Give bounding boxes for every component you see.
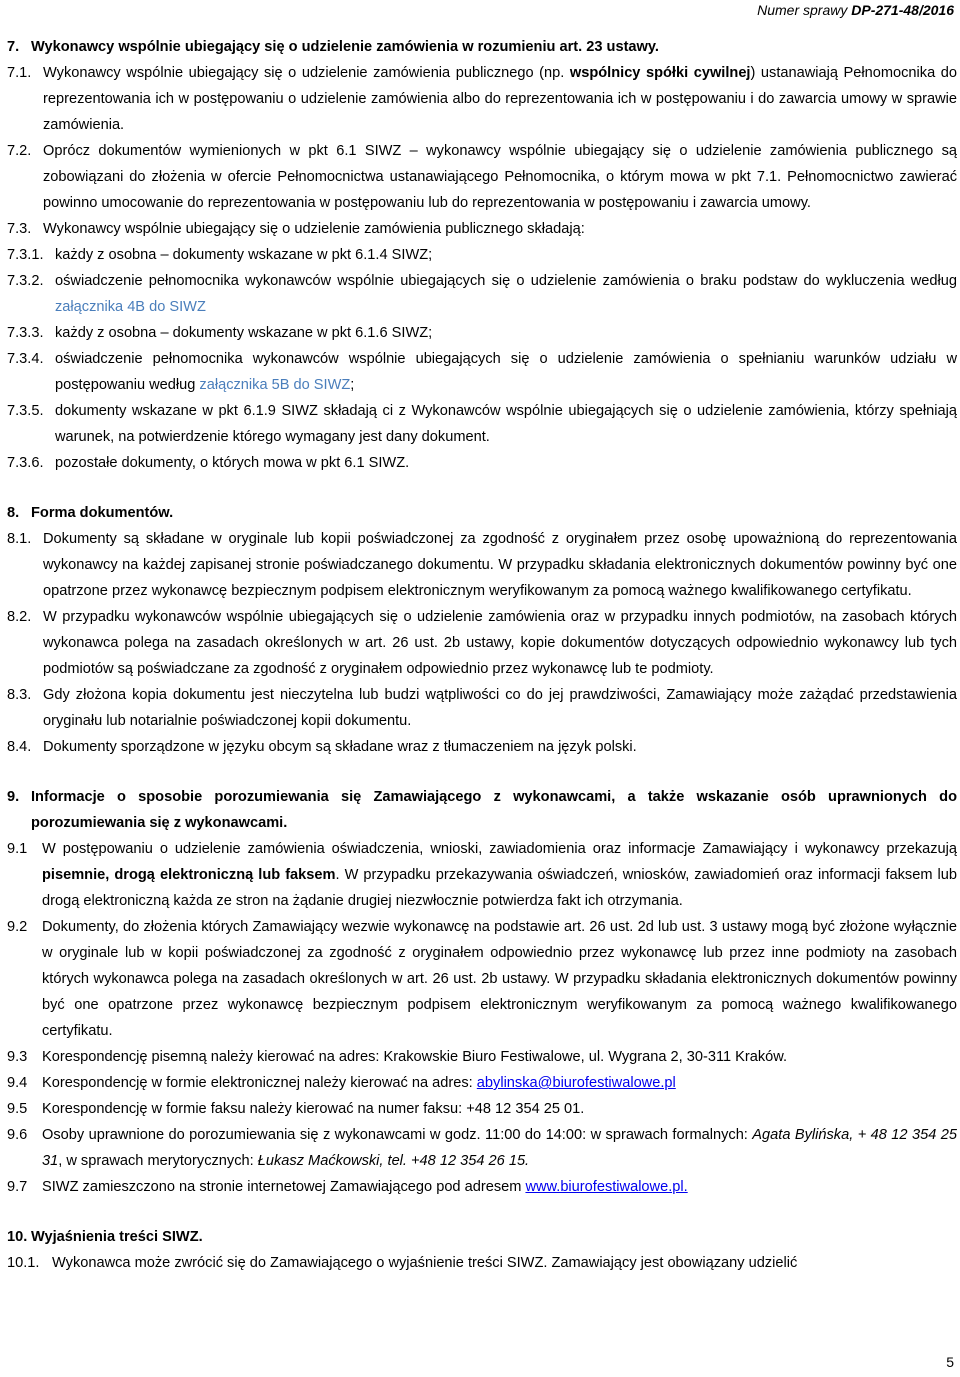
paragraph-text: każdy z osobna – dokumenty wskazane w pkt 6.1.6 SIWZ; (55, 325, 433, 341)
section-spacer (7, 476, 957, 500)
case-label: Numer sprawy (757, 2, 852, 18)
paragraph-text: dokumenty wskazane w pkt 6.1.9 SIWZ składają ci z Wykonawców wspólnie ubiegających się o udzielenie zamówienia, którzy spełniają warunek, na potwierdzenie którego wymagany jest dany dokument. (55, 403, 957, 445)
paragraph-7-3-3 (7, 320, 957, 346)
paragraph-number: 9.5 (7, 1101, 28, 1117)
paragraph-8-3 (7, 682, 957, 734)
paragraph-number: 7.3.3. (7, 325, 44, 341)
section-title: Informacje o sposobie porozumiewania się Zamawiającego z wykonawcami, a także wskazanie osób uprawnionych do porozumiewania się z wykonawcami. (31, 789, 957, 831)
paragraph-9-6 (7, 1122, 957, 1174)
paragraph-text: Wykonawcy wspólnie ubiegający się o udzielenie zamówienia publicznego (np. (43, 65, 570, 81)
paragraph-text: Dokumenty są składane w oryginale lub kopii poświadczonej za zgodność z oryginałem przez osobę upoważnioną do reprezentowania wykonawcy na każdej zapisanej stronie poświadczanego dokumentu. W przypadku składania elektronicznych dokumentów powinny być one opatrzone przez wykonawcę bezpiecznym podpisem elektronicznym weryfikowanym za pomocą ważnego kwalifikowanego certyfikatu. (43, 531, 957, 599)
paragraph-8-1 (7, 526, 957, 604)
document-body (7, 34, 957, 1276)
paragraph-number: 7.3.5. (7, 403, 44, 419)
paragraph-7-3-6 (7, 450, 957, 476)
paragraph-text: Dokumenty sporządzone w języku obcym są składane wraz z tłumaczeniem na język polski. (43, 739, 637, 755)
case-number-header (757, 0, 954, 20)
paragraph-number: 7.3. (7, 221, 32, 237)
paragraph-8-4 (7, 734, 957, 760)
paragraph-text: ) ustanawiają Pełnomocnika do reprezentowania ich w postępowaniu o udzielenie zamówienia albo do reprezentowania ich w postępowaniu i do zawarcia umowy w sprawie zamówienia. (43, 65, 957, 133)
paragraph-text: oświadczenie pełnomocnika wykonawców wspólnie ubiegających się o udzielenie zamówienia o spełnianiu warunków udziału w postępowaniu według (55, 351, 957, 393)
section-10-heading (7, 1224, 957, 1250)
paragraph-text: Dokumenty, do złożenia których Zamawiający wezwie wykonawcę na podstawie art. 26 ust. 2d lub ust. 3 ustawy mogą być złożone wyłącznie w oryginale lub w kopii poświadczonej za zgodność z oryginałem odpowiednio przez wykonawcę lub przez inne podmioty na zasobach których wykonawca polega na zasadach określonych w art. 26 ust. 2b ustawy. W przypadku składania elektronicznych dokumentów powinny być one opatrzone przez wykonawcę bezpiecznym podpisem elektronicznym weryfikowanym za pomocą ważnego kwalifikowanego certyfikatu. (42, 919, 957, 1039)
section-8-heading (7, 500, 957, 526)
paragraph-text: oświadczenie pełnomocnika wykonawców wspólnie ubiegających się o udzielenie zamówienia o braku podstaw do wykluczenia według (55, 273, 957, 289)
paragraph-number: 9.1 (7, 841, 28, 857)
paragraph-text: pozostałe dokumenty, o których mowa w pkt 6.1 SIWZ. (55, 455, 410, 471)
contact-substantive: Łukasz Maćkowski, tel. +48 12 354 26 15. (257, 1153, 530, 1169)
section-title: Forma dokumentów. (31, 505, 174, 521)
paragraph-number: 8.2. (7, 609, 32, 625)
paragraph-text: SIWZ zamieszczono na stronie internetowej Zamawiającego pod adresem (42, 1179, 526, 1195)
paragraph-9-7 (7, 1174, 957, 1200)
paragraph-9-1 (7, 836, 957, 914)
paragraph-number: 7.3.1. (7, 247, 44, 263)
paragraph-7-3-2 (7, 268, 957, 320)
paragraph-10-1 (7, 1250, 957, 1276)
bold-text: wspólnicy spółki cywilnej (569, 65, 751, 81)
paragraph-text: Korespondencję w formie elektronicznej należy kierować na adres: (42, 1075, 477, 1091)
paragraph-text: Osoby uprawnione do porozumiewania się z wykonawcami w godz. 11:00 do 14:00: w sprawach formalnych: (42, 1127, 753, 1143)
paragraph-text: . W przypadku przekazywania oświadczeń, wniosków, zawiadomień oraz informacji faksem lub drogą elektroniczną każda ze stron na żądanie drugiej niezwłocznie potwierdza fakt ich otrzymania. (42, 867, 957, 909)
section-number: 10. (7, 1229, 28, 1245)
attachment-reference-link[interactable]: załącznika 4B do SIWZ (55, 299, 206, 315)
paragraph-7-1 (7, 60, 957, 138)
paragraph-number: 7.3.6. (7, 455, 44, 471)
paragraph-text: Wykonawca może zwrócić się do Zamawiającego o wyjaśnienie treści SIWZ. Zamawiający jest obowiązany udzielić (52, 1255, 798, 1271)
bold-text: pisemnie, drogą elektroniczną lub faksem (42, 867, 336, 883)
contact-formal: Agata Bylińska, + 48 12 354 25 31 (42, 1127, 957, 1169)
paragraph-text: Gdy złożona kopia dokumentu jest nieczytelna lub budzi wątpliwości co do jej prawdziwości, Zamawiający może zażądać przedstawienia oryginału lub notarialnie poświadczonej kopii dokumentu. (43, 687, 957, 729)
page-number: 5 (946, 1354, 954, 1370)
section-number: 9. (7, 789, 20, 805)
paragraph-text: , w sprawach merytorycznych: (58, 1153, 258, 1169)
paragraph-number: 9.4 (7, 1075, 28, 1091)
section-title: Wykonawcy wspólnie ubiegający się o udzielenie zamówienia w rozumieniu art. 23 ustawy. (31, 39, 659, 55)
paragraph-7-3-4 (7, 346, 957, 398)
paragraph-text: Korespondencję w formie faksu należy kierować na numer faksu: +48 12 354 25 01. (42, 1101, 585, 1117)
paragraph-text: Wykonawcy wspólnie ubiegający się o udzielenie zamówienia publicznego składają: (43, 221, 585, 237)
section-9-heading (7, 784, 957, 836)
website-link[interactable]: www.biurofestiwalowe.pl. (525, 1179, 688, 1195)
section-title: Wyjaśnienia treści SIWZ. (31, 1229, 203, 1245)
section-number: 7. (7, 39, 20, 55)
paragraph-number: 8.1. (7, 531, 32, 547)
paragraph-7-3 (7, 216, 957, 242)
paragraph-number: 9.6 (7, 1127, 28, 1143)
paragraph-9-2 (7, 914, 957, 1044)
paragraph-number: 7.1. (7, 65, 32, 81)
paragraph-number: 10.1. (7, 1255, 40, 1271)
paragraph-text: W postępowaniu o udzielenie zamówienia oświadczenia, wnioski, zawiadomienia oraz informacje Zamawiający i wykonawcy przekazują (42, 841, 957, 857)
paragraph-number: 7.3.2. (7, 273, 44, 289)
paragraph-number: 8.3. (7, 687, 32, 703)
paragraph-8-2 (7, 604, 957, 682)
paragraph-number: 9.7 (7, 1179, 28, 1195)
section-number: 8. (7, 505, 20, 521)
paragraph-number: 8.4. (7, 739, 32, 755)
paragraph-9-3 (7, 1044, 957, 1070)
email-link[interactable]: abylinska@biurofestiwalowe.pl (476, 1075, 676, 1091)
paragraph-number: 9.2 (7, 919, 28, 935)
section-spacer (7, 760, 957, 784)
paragraph-number: 9.3 (7, 1049, 28, 1065)
case-number: DP-271-48/2016 (851, 2, 954, 18)
section-spacer (7, 1200, 957, 1224)
paragraph-number: 7.2. (7, 143, 32, 159)
paragraph-9-4 (7, 1070, 957, 1096)
attachment-reference-link[interactable]: załącznika 5B do SIWZ (199, 377, 351, 393)
paragraph-text: każdy z osobna – dokumenty wskazane w pkt 6.1.4 SIWZ; (55, 247, 433, 263)
paragraph-7-2 (7, 138, 957, 216)
paragraph-text: Korespondencję pisemną należy kierować na adres: Krakowskie Biuro Festiwalowe, ul. Wygrana 2, 30-311 Kraków. (42, 1049, 788, 1065)
section-7-heading (7, 34, 957, 60)
paragraph-text: ; (350, 377, 355, 393)
paragraph-text: Oprócz dokumentów wymienionych w pkt 6.1 SIWZ – wykonawcy wspólnie ubiegający się o udzielenie zamówienia publicznego są zobowiązani do złożenia w ofercie Pełnomocnictwa ustanawiającego Pełnomocnika, o którym mowa w pkt 7.1. Pełnomocnictwo zawierać powinno umocowanie do reprezentowania w postępowaniu lub do reprezentowania w postępowaniu i zawarcia umowy. (43, 143, 957, 211)
paragraph-text: W przypadku wykonawców wspólnie ubiegających się o udzielenie zamówienia oraz w przypadku innych podmiotów, na zasobach których wykonawca polega na zasadach określonych w art. 26 ust. 2b ustawy, kopie dokumentów dotyczących odpowiednio wykonawcy lub tych podmiotów są poświadczane za zgodność z oryginałem odpowiednio przez wykonawcę lub te podmioty. (43, 609, 957, 677)
paragraph-number: 7.3.4. (7, 351, 44, 367)
paragraph-7-3-5 (7, 398, 957, 450)
paragraph-7-3-1 (7, 242, 957, 268)
paragraph-9-5 (7, 1096, 957, 1122)
